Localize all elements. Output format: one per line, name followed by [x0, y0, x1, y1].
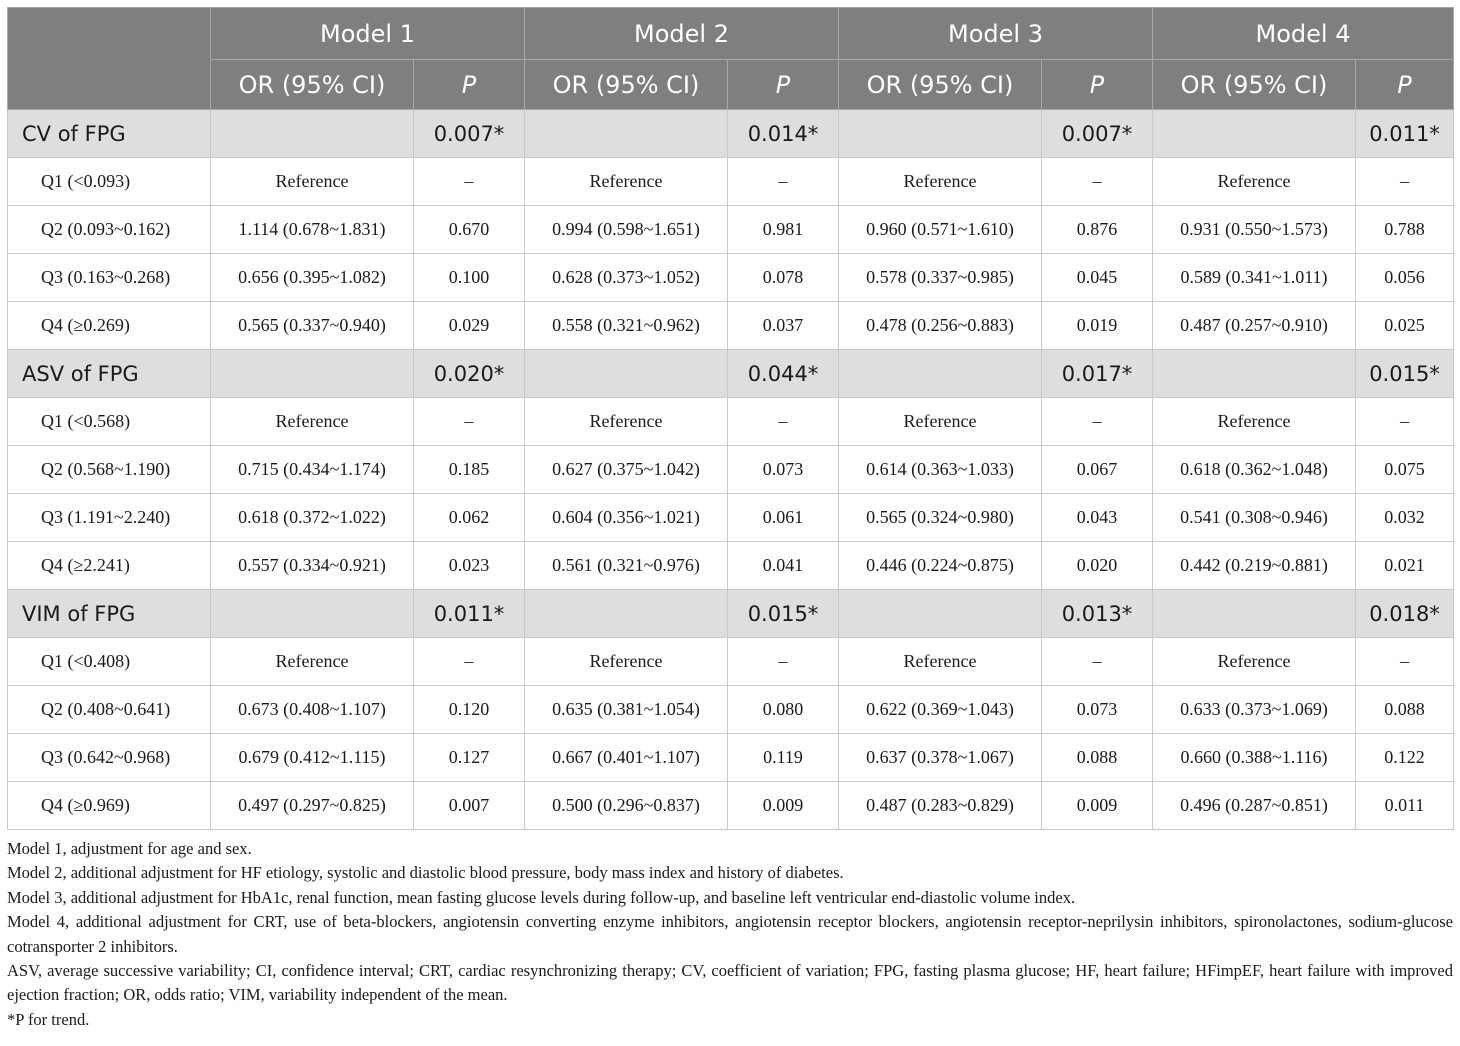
p-value-cell: 0.122	[1356, 734, 1454, 782]
p-value-cell: 0.788	[1356, 206, 1454, 254]
or-ci-cell: 0.660 (0.388~1.116)	[1153, 734, 1356, 782]
or-ci-cell: Reference	[1153, 158, 1356, 206]
table-row	[8, 398, 1454, 446]
trend-p-value: 0.015*	[1356, 350, 1454, 398]
or-ci-cell: 0.578 (0.337~0.985)	[839, 254, 1042, 302]
quartile-label: Q4 (≥0.269)	[8, 302, 211, 350]
p-value-cell: 0.061	[728, 494, 839, 542]
or-ci-cell: 0.633 (0.373~1.069)	[1153, 686, 1356, 734]
header-p-value: P	[1356, 60, 1454, 110]
quartile-label: Q3 (1.191~2.240)	[8, 494, 211, 542]
or-ci-cell: Reference	[839, 158, 1042, 206]
or-ci-cell: 0.679 (0.412~1.115)	[211, 734, 414, 782]
quartile-label: Q2 (0.568~1.190)	[8, 446, 211, 494]
header-p-value: P	[728, 60, 839, 110]
p-value-cell: 0.981	[728, 206, 839, 254]
table-row	[8, 494, 1454, 542]
table-row	[8, 254, 1454, 302]
trend-p-value: 0.044*	[728, 350, 839, 398]
table-row	[8, 638, 1454, 686]
or-ci-cell: Reference	[211, 158, 414, 206]
or-ci-cell: 0.931 (0.550~1.573)	[1153, 206, 1356, 254]
p-value-cell: 0.043	[1042, 494, 1153, 542]
p-value-cell: 0.041	[728, 542, 839, 590]
p-value-cell: 0.078	[728, 254, 839, 302]
p-value-cell: –	[1356, 158, 1454, 206]
group-header-row	[8, 590, 1454, 638]
group-empty-cell	[525, 110, 728, 158]
or-ci-cell: Reference	[525, 398, 728, 446]
or-ci-cell: Reference	[525, 638, 728, 686]
or-ci-cell: 0.478 (0.256~0.883)	[839, 302, 1042, 350]
or-ci-cell: Reference	[1153, 638, 1356, 686]
header-or-ci: OR (95% CI)	[839, 60, 1042, 110]
or-ci-cell: 0.497 (0.297~0.825)	[211, 782, 414, 830]
quartile-label: Q4 (≥2.241)	[8, 542, 211, 590]
table-footnotes	[7, 837, 1453, 1032]
trend-p-value: 0.014*	[728, 110, 839, 158]
header-p-value: P	[414, 60, 525, 110]
header-p-value: P	[1042, 60, 1153, 110]
or-ci-cell: 0.628 (0.373~1.052)	[525, 254, 728, 302]
p-value-cell: –	[414, 638, 525, 686]
footnote: Model 3, additional adjustment for HbA1c, renal function, mean fasting glucose levels during follow-up, and baseline left ventricular end-diastolic volume index.	[7, 887, 1076, 907]
trend-p-value: 0.007*	[1042, 110, 1153, 158]
or-ci-cell: 0.589 (0.341~1.011)	[1153, 254, 1356, 302]
p-value-cell: 0.088	[1042, 734, 1153, 782]
trend-p-value: 0.011*	[414, 590, 525, 638]
p-value-cell: 0.029	[414, 302, 525, 350]
header-or-ci: OR (95% CI)	[211, 60, 414, 110]
header-row-models	[8, 8, 1454, 60]
header-model-1: Model 1	[211, 8, 525, 60]
p-value-cell: 0.023	[414, 542, 525, 590]
p-value-cell: –	[414, 398, 525, 446]
quartile-label: Q1 (<0.568)	[8, 398, 211, 446]
p-value-cell: 0.100	[414, 254, 525, 302]
header-or-ci: OR (95% CI)	[525, 60, 728, 110]
or-ci-cell: 0.557 (0.334~0.921)	[211, 542, 414, 590]
group-empty-cell	[211, 350, 414, 398]
or-ci-cell: Reference	[839, 398, 1042, 446]
or-ci-cell: 0.656 (0.395~1.082)	[211, 254, 414, 302]
or-ci-cell: Reference	[1153, 398, 1356, 446]
p-value-cell: 0.037	[728, 302, 839, 350]
or-ci-cell: 0.715 (0.434~1.174)	[211, 446, 414, 494]
p-value-cell: –	[728, 158, 839, 206]
p-value-cell: –	[728, 638, 839, 686]
quartile-label: Q3 (0.642~0.968)	[8, 734, 211, 782]
or-ci-cell: 0.565 (0.324~0.980)	[839, 494, 1042, 542]
table-row	[8, 446, 1454, 494]
p-value-cell: 0.032	[1356, 494, 1454, 542]
p-value-cell: –	[1042, 158, 1153, 206]
p-value-cell: –	[1356, 638, 1454, 686]
trend-p-value: 0.013*	[1042, 590, 1153, 638]
group-empty-cell	[211, 590, 414, 638]
p-value-cell: 0.045	[1042, 254, 1153, 302]
group-name: ASV of FPG	[8, 350, 211, 398]
p-value-cell: –	[1356, 398, 1454, 446]
header-corner-cell	[8, 8, 211, 110]
header-model-2: Model 2	[525, 8, 839, 60]
or-ci-cell: Reference	[211, 398, 414, 446]
quartile-label: Q3 (0.163~0.268)	[8, 254, 211, 302]
quartile-label: Q2 (0.408~0.641)	[8, 686, 211, 734]
p-value-cell: 0.019	[1042, 302, 1153, 350]
footnote: Model 1, adjustment for age and sex.	[7, 839, 252, 858]
group-empty-cell	[839, 590, 1042, 638]
group-empty-cell	[839, 110, 1042, 158]
p-value-cell: 0.120	[414, 686, 525, 734]
or-ci-cell: 0.667 (0.401~1.107)	[525, 734, 728, 782]
p-value-cell: 0.185	[414, 446, 525, 494]
or-ci-cell: 0.635 (0.381~1.054)	[525, 686, 728, 734]
or-ci-cell: 0.627 (0.375~1.042)	[525, 446, 728, 494]
or-ci-cell: 0.604 (0.356~1.021)	[525, 494, 728, 542]
or-ci-cell: 0.500 (0.296~0.837)	[525, 782, 728, 830]
group-name: CV of FPG	[8, 110, 211, 158]
results-table-container	[7, 7, 1453, 1032]
group-empty-cell	[211, 110, 414, 158]
p-value-cell: 0.062	[414, 494, 525, 542]
footnote: ASV, average successive variability; CI, confidence interval; CRT, cardiac resynchronizing therapy; CV, coefficient of variation; FPG, fasting plasma glucose; HF, heart failure; HFimpEF, heart failure with improved ejection fraction; OR, odds ratio; VIM, variability independent of the mean.	[7, 961, 1453, 1005]
p-value-cell: –	[1042, 398, 1153, 446]
trend-p-value: 0.020*	[414, 350, 525, 398]
trend-p-value: 0.011*	[1356, 110, 1454, 158]
group-header-row	[8, 350, 1454, 398]
header-row-columns	[8, 60, 1454, 110]
group-empty-cell	[525, 590, 728, 638]
p-value-cell: 0.020	[1042, 542, 1153, 590]
quartile-label: Q1 (<0.408)	[8, 638, 211, 686]
or-ci-cell: Reference	[211, 638, 414, 686]
group-empty-cell	[1153, 110, 1356, 158]
or-ci-cell: 0.673 (0.408~1.107)	[211, 686, 414, 734]
trend-p-value: 0.015*	[728, 590, 839, 638]
quartile-label: Q4 (≥0.969)	[8, 782, 211, 830]
or-ci-cell: 0.558 (0.321~0.962)	[525, 302, 728, 350]
p-value-cell: 0.007	[414, 782, 525, 830]
or-ci-cell: 0.487 (0.283~0.829)	[839, 782, 1042, 830]
p-value-cell: 0.075	[1356, 446, 1454, 494]
footnote: *P for trend.	[7, 1009, 90, 1029]
or-ci-cell: 0.487 (0.257~0.910)	[1153, 302, 1356, 350]
p-value-cell: 0.067	[1042, 446, 1153, 494]
group-empty-cell	[1153, 590, 1356, 638]
p-value-cell: 0.080	[728, 686, 839, 734]
p-value-cell: 0.073	[728, 446, 839, 494]
p-value-cell: 0.025	[1356, 302, 1454, 350]
header-or-ci: OR (95% CI)	[1153, 60, 1356, 110]
p-value-cell: 0.088	[1356, 686, 1454, 734]
group-name: VIM of FPG	[8, 590, 211, 638]
table-row	[8, 686, 1454, 734]
or-ci-cell: 0.442 (0.219~0.881)	[1153, 542, 1356, 590]
or-ci-cell: 0.622 (0.369~1.043)	[839, 686, 1042, 734]
or-ci-cell: 0.446 (0.224~0.875)	[839, 542, 1042, 590]
group-empty-cell	[525, 350, 728, 398]
table-body	[8, 110, 1454, 830]
quartile-label: Q1 (<0.093)	[8, 158, 211, 206]
p-value-cell: –	[414, 158, 525, 206]
footnote: Model 4, additional adjustment for CRT, use of beta-blockers, angiotensin converting enzyme inhibitors, angiotensin receptor blockers, angiotensin receptor-neprilysin inhibitors, spironolactones, sodium-glucose cotransporter 2 inhibitors.	[7, 912, 1453, 956]
table-row	[8, 302, 1454, 350]
or-ci-cell: 0.496 (0.287~0.851)	[1153, 782, 1356, 830]
or-ci-cell: 0.541 (0.308~0.946)	[1153, 494, 1356, 542]
p-value-cell: 0.011	[1356, 782, 1454, 830]
p-value-cell: –	[728, 398, 839, 446]
p-value-cell: 0.119	[728, 734, 839, 782]
header-model-3: Model 3	[839, 8, 1153, 60]
header-model-4: Model 4	[1153, 8, 1454, 60]
table-row	[8, 158, 1454, 206]
or-ci-cell: 0.561 (0.321~0.976)	[525, 542, 728, 590]
footnote: Model 2, additional adjustment for HF etiology, systolic and diastolic blood pressure, body mass index and history of diabetes.	[7, 863, 844, 883]
or-ci-cell: 0.960 (0.571~1.610)	[839, 206, 1042, 254]
group-empty-cell	[1153, 350, 1356, 398]
or-ci-cell: Reference	[525, 158, 728, 206]
p-value-cell: 0.009	[1042, 782, 1153, 830]
quartile-label: Q2 (0.093~0.162)	[8, 206, 211, 254]
table-row	[8, 782, 1454, 830]
or-ci-cell: 0.994 (0.598~1.651)	[525, 206, 728, 254]
odds-ratio-table	[7, 7, 1454, 830]
trend-p-value: 0.017*	[1042, 350, 1153, 398]
or-ci-cell: 0.637 (0.378~1.067)	[839, 734, 1042, 782]
table-row	[8, 734, 1454, 782]
table-row	[8, 542, 1454, 590]
p-value-cell: 0.127	[414, 734, 525, 782]
p-value-cell: 0.670	[414, 206, 525, 254]
p-value-cell: 0.876	[1042, 206, 1153, 254]
or-ci-cell: Reference	[839, 638, 1042, 686]
p-value-cell: 0.073	[1042, 686, 1153, 734]
or-ci-cell: 1.114 (0.678~1.831)	[211, 206, 414, 254]
table-row	[8, 206, 1454, 254]
or-ci-cell: 0.618 (0.362~1.048)	[1153, 446, 1356, 494]
p-value-cell: –	[1042, 638, 1153, 686]
group-header-row	[8, 110, 1454, 158]
or-ci-cell: 0.614 (0.363~1.033)	[839, 446, 1042, 494]
or-ci-cell: 0.618 (0.372~1.022)	[211, 494, 414, 542]
trend-p-value: 0.018*	[1356, 590, 1454, 638]
trend-p-value: 0.007*	[414, 110, 525, 158]
or-ci-cell: 0.565 (0.337~0.940)	[211, 302, 414, 350]
group-empty-cell	[839, 350, 1042, 398]
p-value-cell: 0.009	[728, 782, 839, 830]
p-value-cell: 0.021	[1356, 542, 1454, 590]
p-value-cell: 0.056	[1356, 254, 1454, 302]
